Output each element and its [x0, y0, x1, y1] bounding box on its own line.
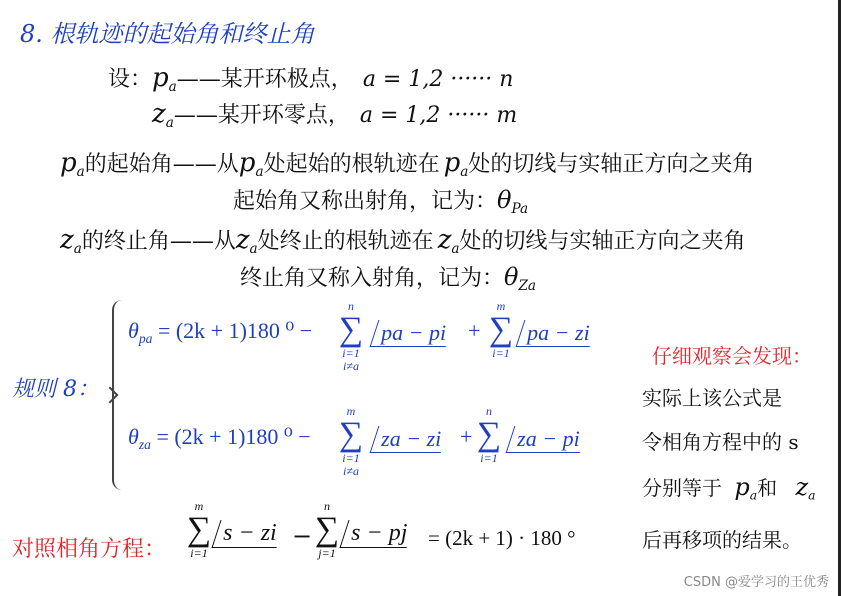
- term-2b: za − pi: [510, 426, 584, 453]
- phase-sum-2: n ∑ j=1: [314, 499, 340, 560]
- note-line-2: 令相角方程中的 s: [642, 430, 799, 454]
- slide-title: 8. 根轨迹的起始角和终止角: [20, 20, 315, 48]
- end-angle-definition: $z_a$的终止角——从$z_a$处终止的根轨迹在 $z_a$处的切线与实轴正方向之夹角: [60, 225, 746, 257]
- rule-label: 规则 8：: [12, 377, 99, 402]
- sum-1a: n ∑ i=1 i≠a: [338, 299, 364, 373]
- start-angle-notation: 起始角又称出射角，记为：$\theta_{Pa}$: [233, 186, 529, 217]
- note-line-1: 实际上该公式是: [642, 386, 782, 410]
- term-1a: pa − pi: [374, 320, 450, 347]
- plus-1: +: [468, 318, 481, 343]
- sum-2b: n ∑ i=1: [476, 404, 502, 465]
- phase-sum-1: m ∑ i=1: [186, 499, 212, 560]
- note-line-3: 分别等于 $p_a$和 $z_a$: [642, 473, 816, 503]
- note-line-4: 后再移项的结果。: [642, 528, 802, 552]
- start-angle-definition: $p_a$的起始角——从$p_a$处起始的根轨迹在 $p_a$处的切线与实轴正方向之夹角: [60, 148, 755, 180]
- term-1b: pa − zi: [520, 320, 594, 347]
- zero-range: a = 1,2 ······ m: [359, 103, 518, 128]
- watermark: CSDN @爱学习的王优秀: [683, 575, 829, 590]
- pole-range: a = 1,2 ······ n: [362, 67, 514, 92]
- term-2a: za − zi: [374, 426, 445, 453]
- sum-1b: m ∑ i=1: [488, 299, 514, 360]
- definition-pole: 设：$p_a——$某开环极点， a = 1,2 ······ n: [108, 63, 514, 95]
- plus-2: +: [460, 424, 473, 449]
- phase-minus: −: [292, 522, 313, 550]
- def-intro: 设：: [108, 67, 153, 92]
- sum-2a: m ∑ i=1 i≠a: [338, 404, 364, 478]
- end-angle-notation: 终止角又称入射角，记为：$\theta_{Za}$: [240, 263, 537, 294]
- phase-eq-label: 对照相角方程：: [12, 537, 167, 562]
- definition-zero: $z_a——$某开环零点， a = 1,2 ······ m: [152, 99, 518, 131]
- formula-start-angle: $\theta_{pa} = (2k + 1)180$ ⁰ −: [128, 318, 313, 346]
- formula-end-angle: $\theta_{za} = (2k + 1)180$ ⁰ −: [128, 424, 311, 452]
- phase-term-2: s − pj: [344, 520, 411, 548]
- note-heading: 仔细观察会发现：: [652, 344, 812, 368]
- phase-term-1: s − zi: [216, 520, 281, 548]
- phase-rhs: = (2k + 1) · 180 °: [428, 526, 576, 550]
